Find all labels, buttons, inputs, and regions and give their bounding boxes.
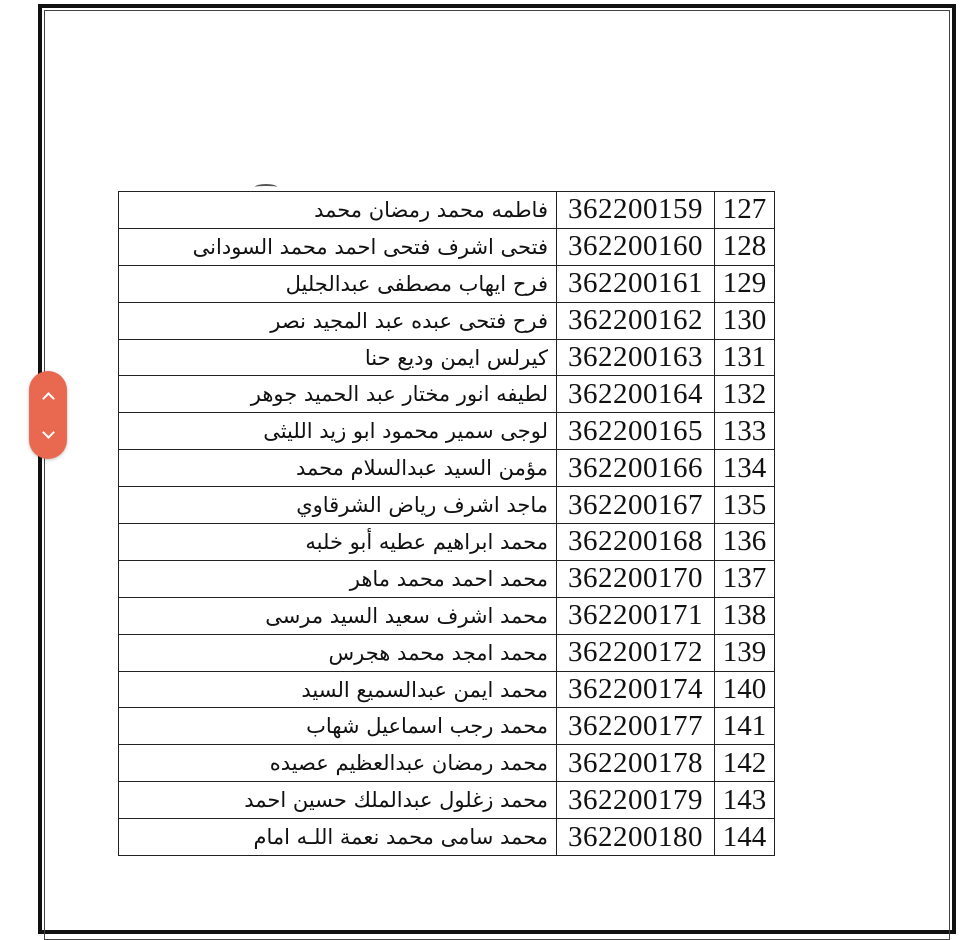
row-number-cell: 140 xyxy=(715,671,775,708)
chevron-up-icon xyxy=(42,392,55,405)
student-name-cell: فرح فتحى عبده عبد المجيد نصر xyxy=(119,302,557,339)
row-number-cell: 143 xyxy=(715,782,775,819)
row-number-cell: 130 xyxy=(715,302,775,339)
student-name-cell: محمد رجب اسماعيل شهاب xyxy=(119,708,557,745)
row-number-cell: 135 xyxy=(715,487,775,524)
student-id-cell: 362200171 xyxy=(557,597,715,634)
roster-table-body xyxy=(119,192,775,856)
row-number-cell: 131 xyxy=(715,339,775,376)
chevron-down-icon xyxy=(42,426,55,439)
student-name-cell: ماجد اشرف رياض الشرقاوي xyxy=(119,487,557,524)
student-id-cell: 362200163 xyxy=(557,339,715,376)
table-row xyxy=(119,671,775,708)
row-number-cell: 127 xyxy=(715,192,775,229)
student-name-cell: محمد رمضان عبدالعظيم عصيده xyxy=(119,745,557,782)
student-id-cell: 362200160 xyxy=(557,228,715,265)
student-name-cell: محمد ايمن عبدالسميع السيد xyxy=(119,671,557,708)
student-name-cell: لطيفه انور مختار عبد الحميد جوهر xyxy=(119,376,557,413)
student-name-cell: كيرلس ايمن وديع حنا xyxy=(119,339,557,376)
row-number-cell: 133 xyxy=(715,413,775,450)
table-row xyxy=(119,265,775,302)
student-name-cell: فتحى اشرف فتحى احمد محمد السودانى xyxy=(119,228,557,265)
student-id-cell: 362200172 xyxy=(557,634,715,671)
student-name-cell: مؤمن السيد عبدالسلام محمد xyxy=(119,450,557,487)
row-number-cell: 128 xyxy=(715,228,775,265)
student-id-cell: 362200166 xyxy=(557,450,715,487)
table-row xyxy=(119,819,775,856)
student-id-cell: 362200161 xyxy=(557,265,715,302)
row-number-cell: 137 xyxy=(715,560,775,597)
student-id-cell: 362200180 xyxy=(557,819,715,856)
row-number-cell: 134 xyxy=(715,450,775,487)
student-id-cell: 362200170 xyxy=(557,560,715,597)
table-row xyxy=(119,450,775,487)
student-name-cell: محمد زغلول عبدالملك حسين احمد xyxy=(119,782,557,819)
student-id-cell: 362200168 xyxy=(557,524,715,561)
table-row xyxy=(119,192,775,229)
scroll-down-button[interactable] xyxy=(29,415,67,459)
table-row xyxy=(119,634,775,671)
row-number-cell: 138 xyxy=(715,597,775,634)
table-row xyxy=(119,524,775,561)
row-number-cell: 129 xyxy=(715,265,775,302)
student-id-cell: 362200177 xyxy=(557,708,715,745)
table-row xyxy=(119,745,775,782)
student-name-cell: محمد سامى محمد نعمة اللـه امام xyxy=(119,819,557,856)
table-row xyxy=(119,376,775,413)
student-id-cell: 362200179 xyxy=(557,782,715,819)
student-name-cell: محمد احمد محمد ماهر xyxy=(119,560,557,597)
row-number-cell: 141 xyxy=(715,708,775,745)
scroll-up-button[interactable] xyxy=(29,371,67,415)
student-id-cell: 362200164 xyxy=(557,376,715,413)
scroll-control xyxy=(29,371,67,459)
student-name-cell: فرح ايهاب مصطفى عبدالجليل xyxy=(119,265,557,302)
row-number-cell: 142 xyxy=(715,745,775,782)
table-row xyxy=(119,339,775,376)
student-name-cell: لوجى سمير محمود ابو زيد الليثى xyxy=(119,413,557,450)
table-row xyxy=(119,782,775,819)
table-row xyxy=(119,228,775,265)
student-roster-table xyxy=(118,191,775,856)
student-name-cell: فاطمه محمد رمضان محمد xyxy=(119,192,557,229)
row-number-cell: 132 xyxy=(715,376,775,413)
student-id-cell: 362200178 xyxy=(557,745,715,782)
student-id-cell: 362200162 xyxy=(557,302,715,339)
scan-artifact xyxy=(255,184,277,190)
student-id-cell: 362200159 xyxy=(557,192,715,229)
table-row xyxy=(119,302,775,339)
row-number-cell: 136 xyxy=(715,524,775,561)
row-number-cell: 144 xyxy=(715,819,775,856)
student-id-cell: 362200165 xyxy=(557,413,715,450)
table-row xyxy=(119,413,775,450)
table-row xyxy=(119,597,775,634)
table-row xyxy=(119,560,775,597)
student-id-cell: 362200174 xyxy=(557,671,715,708)
student-name-cell: محمد ابراهيم عطيه أبو خلبه xyxy=(119,524,557,561)
student-name-cell: محمد امجد محمد هجرس xyxy=(119,634,557,671)
table-row xyxy=(119,487,775,524)
student-name-cell: محمد اشرف سعيد السيد مرسى xyxy=(119,597,557,634)
table-row xyxy=(119,708,775,745)
row-number-cell: 139 xyxy=(715,634,775,671)
student-id-cell: 362200167 xyxy=(557,487,715,524)
